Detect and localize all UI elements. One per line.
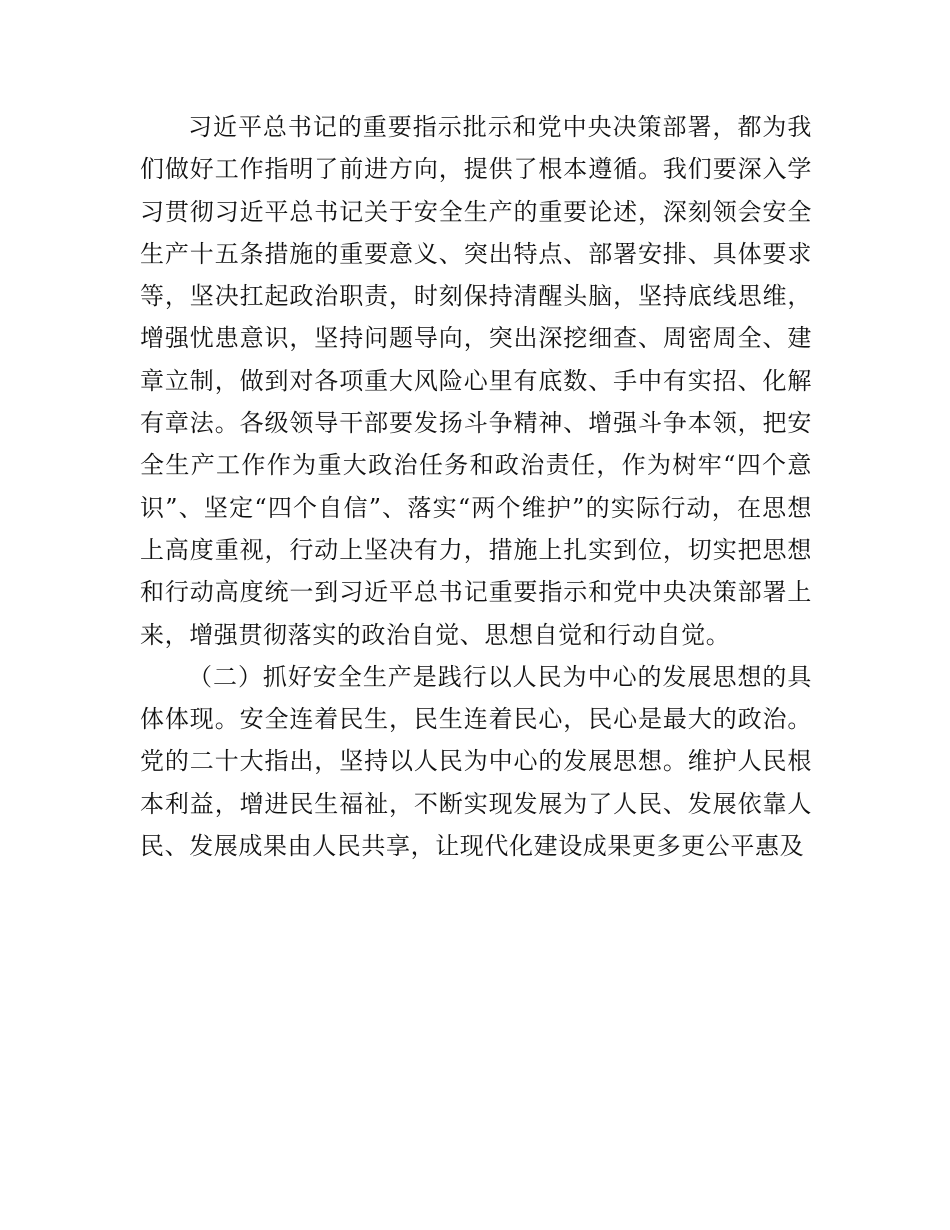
paragraph-1: 习近平总书记的重要指示批示和党中央决策部署，都为我们做好工作指明了前进方向，提供了根本遵循。我们要深入学习贯彻习近平总书记关于安全生产的重要论述，深刻领会安全生产十五条措施的重要意义、突出特点、部署安排、具体要求等，坚决扛起政治职责，时刻保持清醒头脑，坚持底线思维，增强忧患意识，坚持问题导向，突出深挖细查、周密周全、建章立制，做到对各项重大风险心里有底数、手中有实招、化解有章法。各级领导干部要发扬斗争精神、增强斗争本领，把安全生产工作作为重大政治任务和政治责任，作为树牢“四个意识”、坚定“四个自信”、落实“两个维护”的实际行动，在思想上高度重视，行动上坚决有力，措施上扎实到位，切实把思想和行动高度统一到习近平总书记重要指示和党中央决策部署上来，增强贯彻落实的政治自觉、思想自觉和行动自觉。 xyxy=(140,113,812,649)
document-body xyxy=(140,106,812,867)
paragraph-2: （二）抓好安全生产是践行以人民为中心的发展思想的具体体现。安全连着民生，民生连着民心，民心是最大的政治。党的二十大指出，坚持以人民为中心的发展思想。维护人民根本利益，增进民生福祉，不断实现发展为了人民、发展依靠人民、发展成果由人民共享，让现代化建设成果更多更公平惠及 xyxy=(140,662,812,861)
